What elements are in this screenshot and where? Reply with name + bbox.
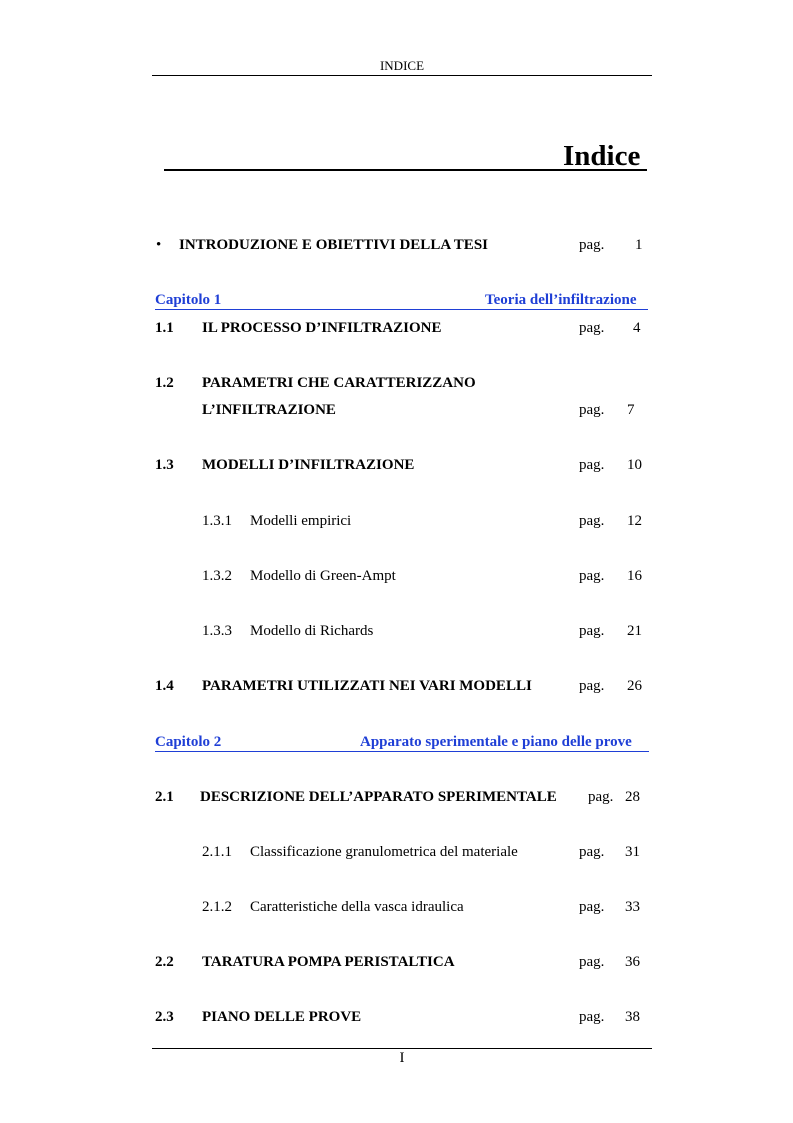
toc-entry-title[interactable]: Classificazione granulometrica del materiale xyxy=(250,844,518,860)
toc-entry-title[interactable]: IL PROCESSO D’INFILTRAZIONE xyxy=(202,320,442,336)
toc-entry-number: 1.2 xyxy=(155,375,174,391)
toc-entry-number: 1.3 xyxy=(155,457,174,473)
bullet-icon: • xyxy=(156,237,162,253)
chapter-2-rule xyxy=(155,751,649,752)
toc-entry-number: 2.1.1 xyxy=(202,844,232,860)
chapter-1-rule xyxy=(155,309,648,310)
footer-page-number: I xyxy=(399,1050,405,1066)
toc-entry-title[interactable]: Modello di Green-Ampt xyxy=(250,568,396,584)
toc-entry-title[interactable]: Modelli empirici xyxy=(250,513,352,529)
toc-entry-page: 33 xyxy=(625,899,640,915)
chapter-2-title[interactable]: Apparato sperimentale e piano delle prove xyxy=(360,734,632,750)
toc-entry-title[interactable]: Modello di Richards xyxy=(250,623,374,639)
toc-entry-pag: pag. xyxy=(579,568,605,584)
toc-entry-page: 36 xyxy=(625,954,640,970)
toc-entry-title-cont[interactable]: L’INFILTRAZIONE xyxy=(202,402,336,418)
toc-entry-number: 1.4 xyxy=(155,678,174,694)
chapter-1-title[interactable]: Teoria dell’infiltrazione xyxy=(485,292,637,308)
toc-entry-pag: pag. xyxy=(579,457,605,473)
chapter-1-label[interactable]: Capitolo 1 xyxy=(155,292,222,308)
toc-entry-number: 2.3 xyxy=(155,1009,174,1025)
toc-entry-pag: pag. xyxy=(588,789,614,805)
toc-entry-pag: pag. xyxy=(579,320,605,336)
header-rule xyxy=(152,75,652,76)
toc-entry-pag: pag. xyxy=(579,844,605,860)
toc-entry-number: 2.2 xyxy=(155,954,174,970)
toc-entry-number: 2.1.2 xyxy=(202,899,232,915)
toc-entry-page: 21 xyxy=(627,623,642,639)
toc-entry-intro-pag: pag. xyxy=(579,237,605,253)
toc-entry-number: 1.1 xyxy=(155,320,174,336)
toc-entry-page: 7 xyxy=(627,402,635,418)
toc-entry-page: 16 xyxy=(627,568,642,584)
toc-entry-pag: pag. xyxy=(579,513,605,529)
toc-entry-title[interactable]: DESCRIZIONE DELL’APPARATO SPERIMENTALE xyxy=(200,789,557,805)
toc-entry-pag: pag. xyxy=(579,1009,605,1025)
toc-entry-intro-title[interactable]: INTRODUZIONE E OBIETTIVI DELLA TESI xyxy=(179,237,488,253)
toc-entry-number: 2.1 xyxy=(155,789,174,805)
toc-entry-title[interactable]: PARAMETRI UTILIZZATI NEI VARI MODELLI xyxy=(202,678,532,694)
toc-entry-pag: pag. xyxy=(579,678,605,694)
toc-entry-title[interactable]: PARAMETRI CHE CARATTERIZZANO xyxy=(202,375,476,391)
toc-entry-pag: pag. xyxy=(579,623,605,639)
toc-entry-number: 1.3.2 xyxy=(202,568,232,584)
toc-entry-number: 1.3.3 xyxy=(202,623,232,639)
running-header: INDICE xyxy=(379,58,425,73)
toc-entry-page: 28 xyxy=(625,789,640,805)
toc-entry-page: 4 xyxy=(633,320,641,336)
toc-entry-pag: pag. xyxy=(579,954,605,970)
toc-entry-number: 1.3.1 xyxy=(202,513,232,529)
toc-entry-page: 10 xyxy=(627,457,642,473)
title-underline xyxy=(164,169,647,171)
chapter-2-label[interactable]: Capitolo 2 xyxy=(155,734,222,750)
toc-entry-title[interactable]: Caratteristiche della vasca idraulica xyxy=(250,899,464,915)
page-title: Indice xyxy=(563,140,641,172)
toc-entry-title[interactable]: PIANO DELLE PROVE xyxy=(202,1009,362,1025)
toc-entry-page: 12 xyxy=(627,513,642,529)
toc-entry-page: 38 xyxy=(625,1009,640,1025)
toc-entry-title[interactable]: MODELLI D’INFILTRAZIONE xyxy=(202,457,415,473)
toc-entry-title[interactable]: TARATURA POMPA PERISTALTICA xyxy=(202,954,455,970)
toc-entry-pag: pag. xyxy=(579,899,605,915)
footer-rule xyxy=(152,1048,652,1049)
toc-entry-page: 26 xyxy=(627,678,642,694)
toc-entry-intro-page: 1 xyxy=(635,237,643,253)
toc-entry-pag: pag. xyxy=(579,402,605,418)
toc-entry-page: 31 xyxy=(625,844,640,860)
